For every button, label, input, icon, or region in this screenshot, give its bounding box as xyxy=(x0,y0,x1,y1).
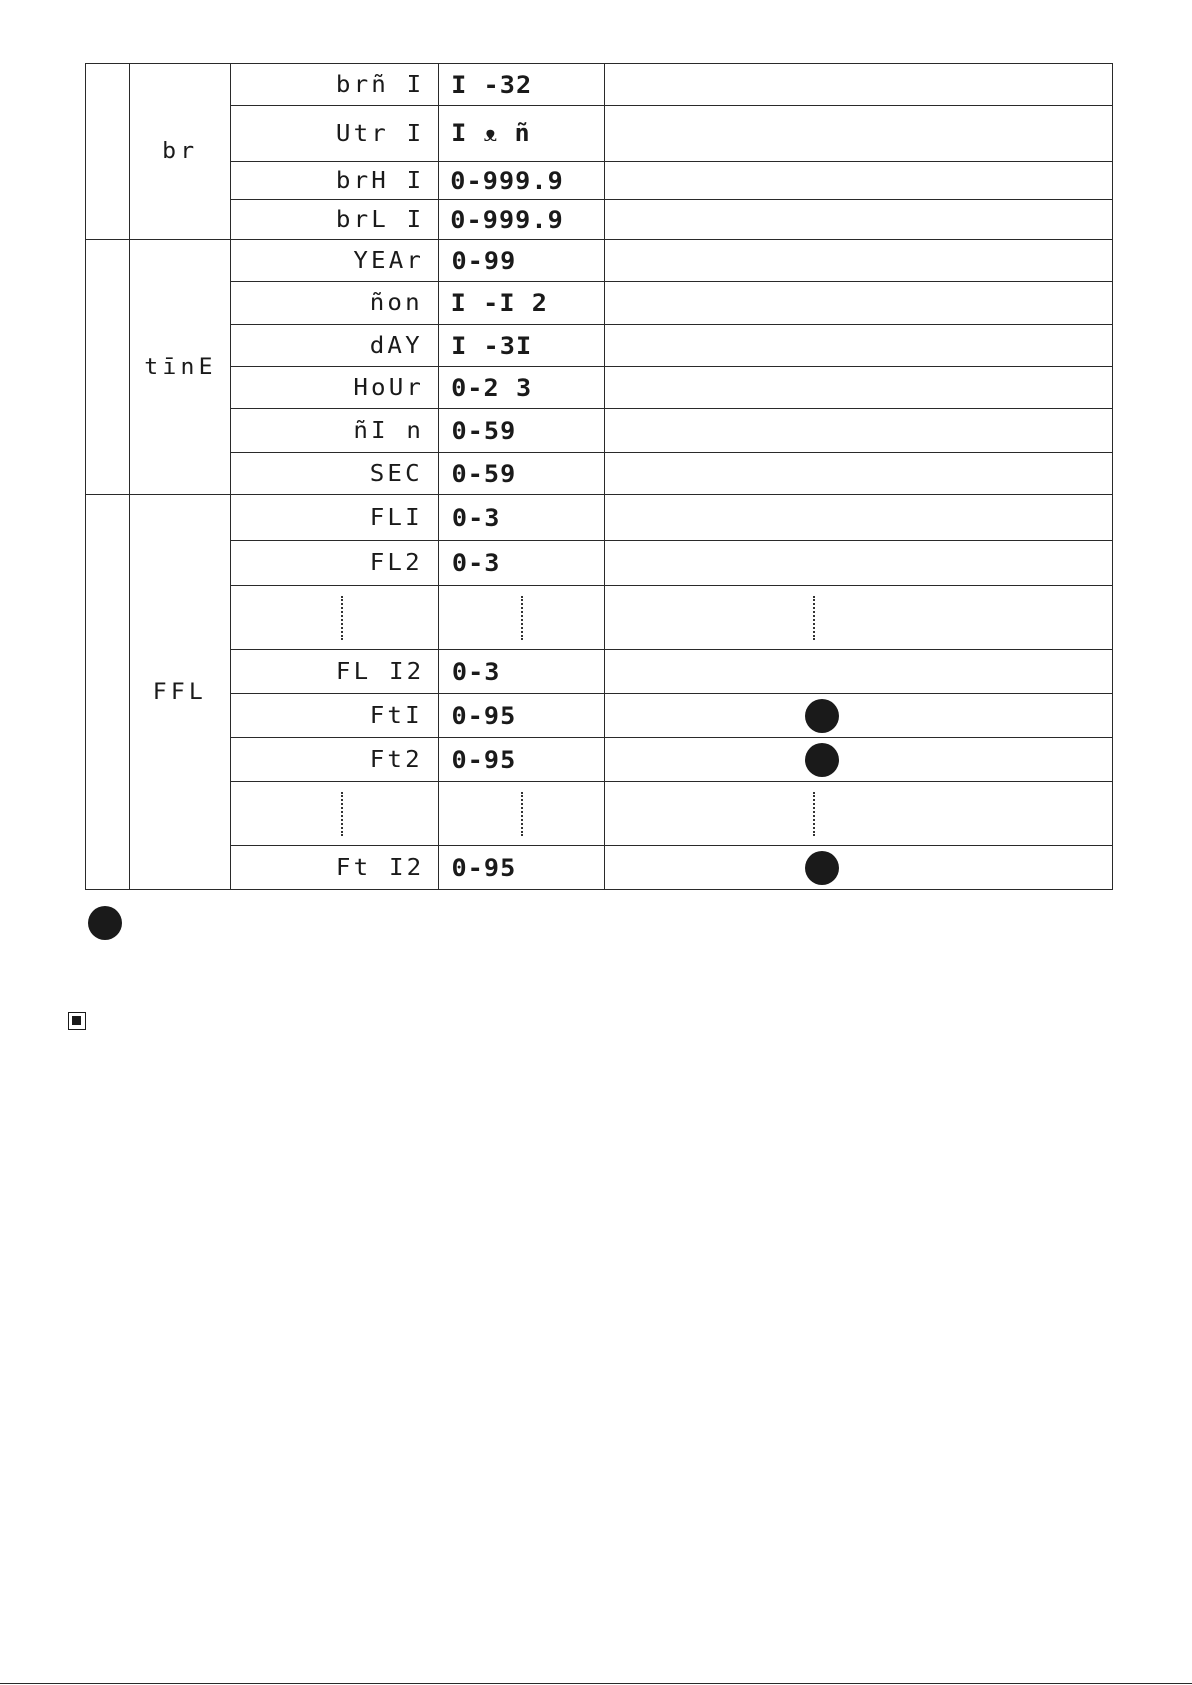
ellipsis-cell xyxy=(439,782,605,846)
parameter-code: FL2 xyxy=(370,550,424,576)
code-cell xyxy=(231,650,439,694)
group-label: br xyxy=(161,139,199,164)
code-cell xyxy=(231,64,439,106)
description-cell xyxy=(605,240,1113,282)
parameter-code: ñon xyxy=(370,290,424,316)
range-cell xyxy=(439,738,605,782)
table-row xyxy=(86,495,1113,541)
parameter-range: 0-95 xyxy=(451,701,517,730)
group-label-cell xyxy=(130,64,231,240)
ellipsis-cell xyxy=(231,586,439,650)
note-marker-icon xyxy=(805,851,839,885)
vertical-ellipsis-icon xyxy=(341,596,343,640)
range-cell xyxy=(439,694,605,738)
parameter-code: dAY xyxy=(370,332,424,359)
parameter-code: brH I xyxy=(335,167,425,194)
vertical-ellipsis-icon xyxy=(813,792,815,836)
parameter-range: 0-95 xyxy=(451,745,517,774)
code-cell xyxy=(231,453,439,495)
parameter-code: Ft2 xyxy=(370,746,424,773)
range-cell xyxy=(439,541,605,586)
parameter-code: HoUr xyxy=(352,374,424,401)
ellipsis-row xyxy=(86,586,1113,650)
section-marker-icon xyxy=(68,1012,86,1030)
description-cell xyxy=(605,738,1113,782)
table-row xyxy=(86,453,1113,495)
parameter-code: FLI xyxy=(370,504,424,531)
code-cell xyxy=(231,162,439,200)
description-cell xyxy=(605,106,1113,162)
description-cell xyxy=(605,325,1113,367)
description-cell xyxy=(605,367,1113,409)
parameter-code: YEAr xyxy=(352,247,424,274)
code-cell xyxy=(231,541,439,586)
table-row xyxy=(86,282,1113,325)
parameter-range: 0-3 xyxy=(451,657,501,686)
description-cell xyxy=(605,282,1113,325)
parameter-table xyxy=(85,63,1113,890)
group-label: tı̄nE xyxy=(143,354,217,380)
description-cell xyxy=(605,846,1113,890)
table-row xyxy=(86,694,1113,738)
parameter-code: Utr I xyxy=(335,120,425,147)
parameter-range: I ᴥ ñ xyxy=(451,119,531,147)
range-cell xyxy=(439,64,605,106)
table-row xyxy=(86,325,1113,367)
parameter-range: I -32 xyxy=(451,70,533,99)
table-row xyxy=(86,650,1113,694)
parameter-range: 0-59 xyxy=(451,459,517,488)
parameter-range: I -I 2 xyxy=(450,289,549,317)
range-cell xyxy=(439,846,605,890)
parameter-range: 0-999.9 xyxy=(450,205,564,234)
table-row xyxy=(86,162,1113,200)
group-label-cell xyxy=(130,240,231,495)
description-cell xyxy=(605,650,1113,694)
parameter-code: brL I xyxy=(335,206,425,233)
code-cell xyxy=(231,367,439,409)
parameter-code: Ft I2 xyxy=(335,854,425,881)
group-label: FFL xyxy=(152,679,208,705)
description-cell xyxy=(605,162,1113,200)
description-cell xyxy=(605,541,1113,586)
range-cell xyxy=(439,106,605,162)
parameter-code: ñI n xyxy=(352,417,424,444)
code-cell xyxy=(231,282,439,325)
parameter-range: 0-95 xyxy=(451,853,517,882)
group-index-cell xyxy=(86,495,130,890)
group-index-cell xyxy=(86,240,130,495)
range-cell xyxy=(439,367,605,409)
range-cell xyxy=(439,282,605,325)
range-cell xyxy=(439,325,605,367)
table-row xyxy=(86,409,1113,453)
code-cell xyxy=(231,200,439,240)
parameter-range: 0-999.9 xyxy=(450,166,564,195)
code-cell xyxy=(231,846,439,890)
code-cell xyxy=(231,409,439,453)
code-cell xyxy=(231,240,439,282)
parameter-range: 0-3 xyxy=(451,549,501,577)
ellipsis-cell xyxy=(231,782,439,846)
page-bottom-rule xyxy=(0,1683,1192,1684)
note-marker-icon xyxy=(805,699,839,733)
code-cell xyxy=(231,495,439,541)
table-row xyxy=(86,64,1113,106)
description-cell xyxy=(605,694,1113,738)
ellipsis-cell xyxy=(605,782,1113,846)
table-row xyxy=(86,541,1113,586)
table-row xyxy=(86,106,1113,162)
ellipsis-cell xyxy=(605,586,1113,650)
description-cell xyxy=(605,200,1113,240)
vertical-ellipsis-icon xyxy=(813,596,815,640)
table-row xyxy=(86,240,1113,282)
parameter-range: 0-3 xyxy=(451,503,501,532)
description-cell xyxy=(605,453,1113,495)
range-cell xyxy=(439,495,605,541)
parameter-range: 0-99 xyxy=(451,246,517,275)
range-cell xyxy=(439,240,605,282)
code-cell xyxy=(231,738,439,782)
range-cell xyxy=(439,453,605,495)
group-index-cell xyxy=(86,64,130,240)
parameter-range: 0-2 3 xyxy=(451,373,533,402)
note-marker-icon xyxy=(805,743,839,777)
parameter-code: FL I2 xyxy=(335,658,425,685)
vertical-ellipsis-icon xyxy=(521,792,523,836)
group-label-cell xyxy=(130,495,231,890)
vertical-ellipsis-icon xyxy=(521,596,523,640)
code-cell xyxy=(231,694,439,738)
description-cell xyxy=(605,495,1113,541)
range-cell xyxy=(439,650,605,694)
parameter-range: 0-59 xyxy=(451,416,517,445)
parameter-code: SEC xyxy=(370,460,424,487)
table-row xyxy=(86,200,1113,240)
ellipsis-cell xyxy=(439,586,605,650)
table-row xyxy=(86,846,1113,890)
range-cell xyxy=(439,409,605,453)
range-cell xyxy=(439,200,605,240)
ellipsis-row xyxy=(86,782,1113,846)
table-row xyxy=(86,738,1113,782)
parameter-range: I -3I xyxy=(451,331,533,360)
code-cell xyxy=(231,106,439,162)
description-cell xyxy=(605,409,1113,453)
code-cell xyxy=(231,325,439,367)
parameter-code: FtI xyxy=(370,702,424,729)
range-cell xyxy=(439,162,605,200)
table-row xyxy=(86,367,1113,409)
vertical-ellipsis-icon xyxy=(341,792,343,836)
description-cell xyxy=(605,64,1113,106)
parameter-code: brñ I xyxy=(335,71,425,98)
footnote-marker-icon xyxy=(88,906,122,940)
